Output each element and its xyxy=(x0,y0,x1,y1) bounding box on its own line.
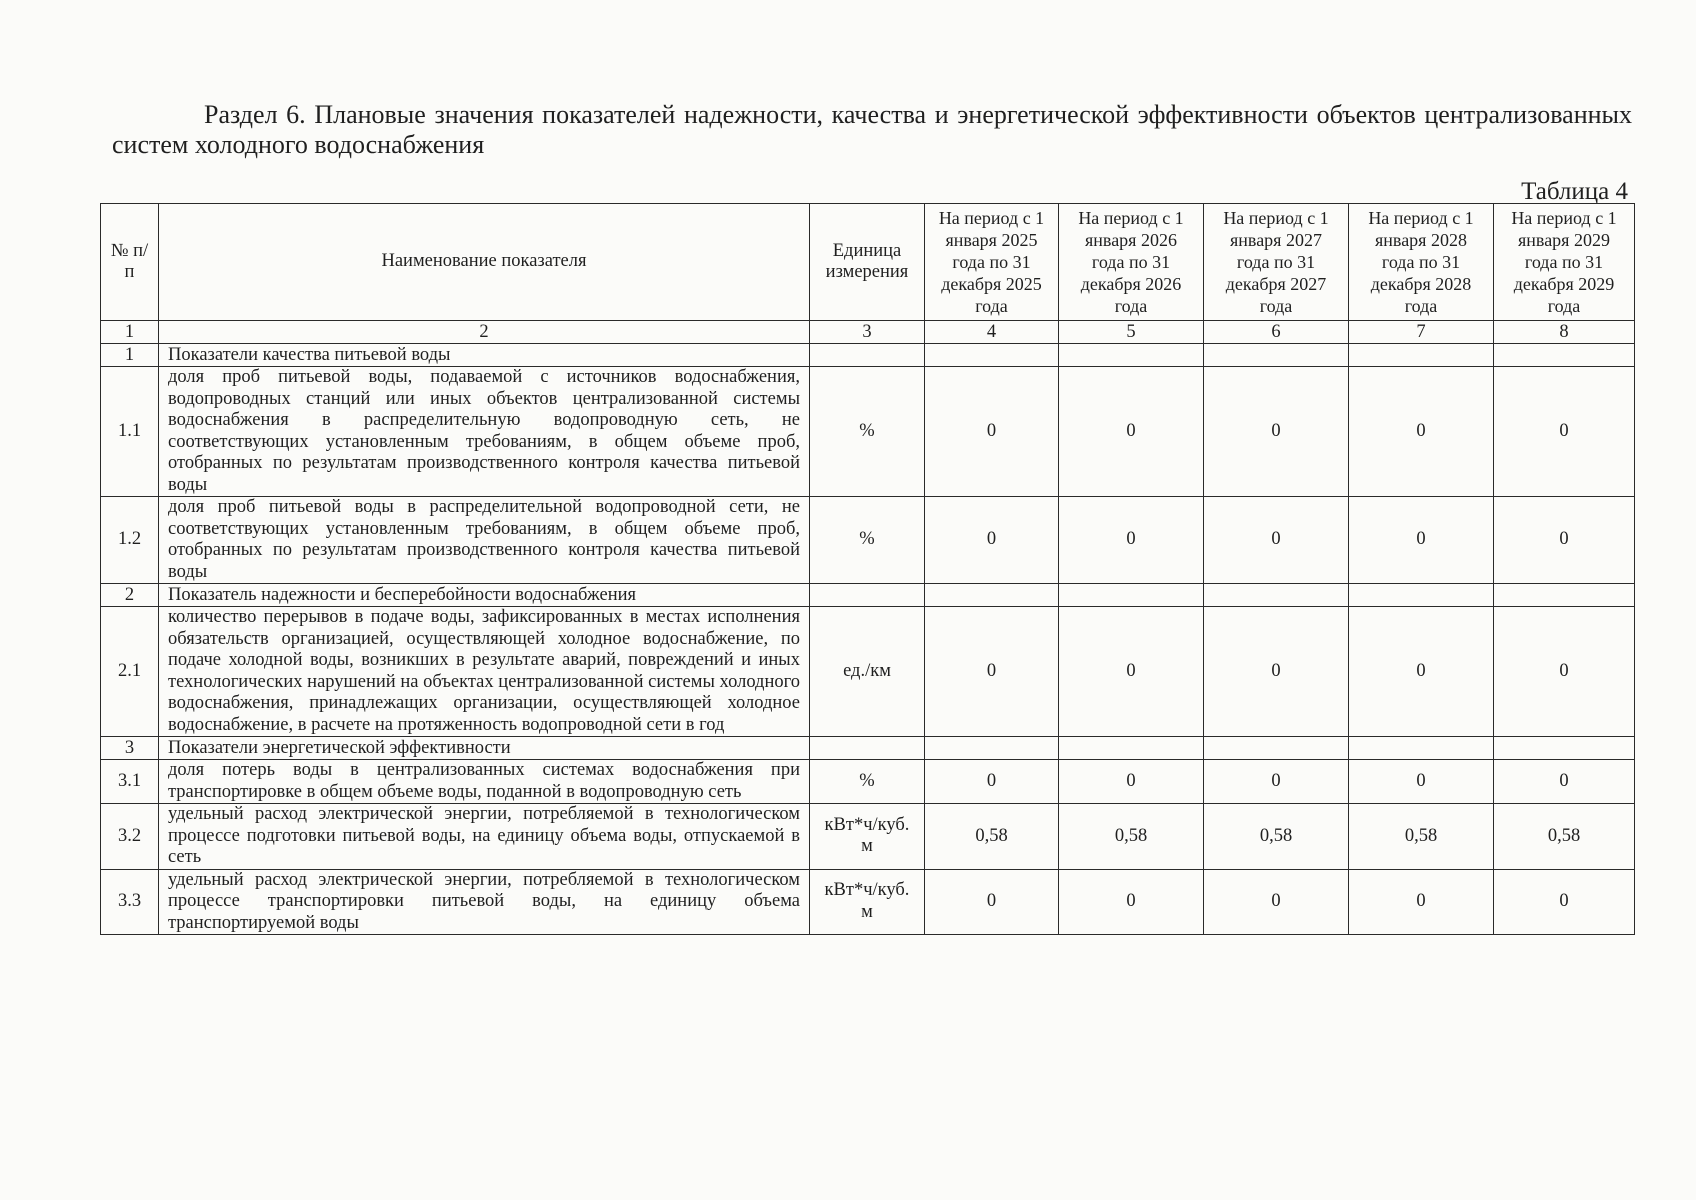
row-unit: кВт*ч/куб. м xyxy=(810,869,925,935)
column-number: 1 xyxy=(101,321,159,344)
column-number: 8 xyxy=(1494,321,1635,344)
row-unit xyxy=(810,344,925,367)
column-number: 7 xyxy=(1349,321,1494,344)
row-value: 0 xyxy=(925,607,1059,737)
header-period-2026: На период с 1 января 2026 года по 31 декабря 2026 года xyxy=(1059,204,1204,321)
row-value: 0 xyxy=(925,760,1059,804)
row-value xyxy=(1349,344,1494,367)
table-row-section xyxy=(101,737,1635,760)
row-value xyxy=(1204,344,1349,367)
row-value: 0 xyxy=(1059,607,1204,737)
table-header-row xyxy=(101,204,1635,321)
row-value: 0 xyxy=(1349,367,1494,497)
row-value xyxy=(1494,344,1635,367)
table-row xyxy=(101,607,1635,737)
table-row-section xyxy=(101,344,1635,367)
row-unit: % xyxy=(810,497,925,584)
row-num: 2 xyxy=(101,584,159,607)
indicators-table xyxy=(100,203,1635,935)
row-value: 0 xyxy=(1204,367,1349,497)
row-value: 0 xyxy=(1494,367,1635,497)
row-value: 0,58 xyxy=(1204,804,1349,870)
header-period-2025: На период с 1 января 2025 года по 31 декабря 2025 года xyxy=(925,204,1059,321)
row-name: доля потерь воды в централизованных системах водоснабжения при транспортировке в общем объеме воды, поданной в водопроводную сеть xyxy=(159,760,810,804)
header-unit: Единица измерения xyxy=(810,204,925,321)
column-number: 2 xyxy=(159,321,810,344)
row-name: доля проб питьевой воды, подаваемой с источников водоснабжения, водопроводных станций или иных объектов централизованной системы водоснабжения в распределительную водопроводную сеть, не соответствующих установленным требованиям, в общем объеме проб, отобранных по результатам производственного контроля качества питьевой воды xyxy=(159,367,810,497)
row-value: 0 xyxy=(1494,869,1635,935)
row-num: 1 xyxy=(101,344,159,367)
row-unit xyxy=(810,584,925,607)
header-period-2028: На период с 1 января 2028 года по 31 декабря 2028 года xyxy=(1349,204,1494,321)
row-value xyxy=(1204,584,1349,607)
row-value: 0 xyxy=(1494,760,1635,804)
column-number-row xyxy=(101,321,1635,344)
row-name: Показатели энергетической эффективности xyxy=(159,737,810,760)
row-value: 0 xyxy=(1059,367,1204,497)
header-period-2027: На период с 1 января 2027 года по 31 декабря 2027 года xyxy=(1204,204,1349,321)
row-value xyxy=(1349,584,1494,607)
row-value: 0 xyxy=(925,367,1059,497)
table-row xyxy=(101,869,1635,935)
row-value: 0 xyxy=(1059,760,1204,804)
row-num: 1.1 xyxy=(101,367,159,497)
row-value: 0,58 xyxy=(925,804,1059,870)
row-value xyxy=(1059,344,1204,367)
row-value xyxy=(925,344,1059,367)
row-name: Показатель надежности и бесперебойности водоснабжения xyxy=(159,584,810,607)
row-value: 0 xyxy=(1204,760,1349,804)
table-row xyxy=(101,804,1635,870)
row-num: 3.2 xyxy=(101,804,159,870)
row-value: 0 xyxy=(1349,869,1494,935)
row-value xyxy=(1204,737,1349,760)
row-unit: % xyxy=(810,760,925,804)
row-name: Показатели качества питьевой воды xyxy=(159,344,810,367)
row-value: 0 xyxy=(1059,869,1204,935)
header-period-2029: На период с 1 января 2029 года по 31 декабря 2029 года xyxy=(1494,204,1635,321)
row-value xyxy=(1059,737,1204,760)
row-value: 0 xyxy=(1204,497,1349,584)
row-value: 0 xyxy=(1349,607,1494,737)
row-num: 1.2 xyxy=(101,497,159,584)
table-row xyxy=(101,367,1635,497)
table-label: Таблица 4 xyxy=(1521,178,1628,205)
row-value xyxy=(1349,737,1494,760)
row-value: 0 xyxy=(1204,869,1349,935)
row-unit: ед./км xyxy=(810,607,925,737)
row-value xyxy=(925,584,1059,607)
table-row xyxy=(101,497,1635,584)
row-value: 0,58 xyxy=(1059,804,1204,870)
section-title xyxy=(112,100,1632,160)
row-unit: кВт*ч/куб. м xyxy=(810,804,925,870)
row-unit: % xyxy=(810,367,925,497)
table-row xyxy=(101,760,1635,804)
row-value: 0,58 xyxy=(1349,804,1494,870)
row-value: 0 xyxy=(925,869,1059,935)
row-value: 0 xyxy=(1349,497,1494,584)
row-value: 0,58 xyxy=(1494,804,1635,870)
column-number: 3 xyxy=(810,321,925,344)
header-name: Наименование показателя xyxy=(159,204,810,321)
row-num: 3.1 xyxy=(101,760,159,804)
section-title-text: Раздел 6. Плановые значения показателей надежности, качества и энергетической эффективности объектов централизованных систем холодного водоснабжения xyxy=(112,100,1632,159)
row-name: доля проб питьевой воды в распределительной водопроводной сети, не соответствующих установленным требованиям, в общем объеме проб, отобранных по результатам производственного контроля качества питьевой воды xyxy=(159,497,810,584)
row-num: 2.1 xyxy=(101,607,159,737)
row-name: удельный расход электрической энергии, потребляемой в технологическом процессе подготовки питьевой воды, на единицу объема воды, отпускаемой в сеть xyxy=(159,804,810,870)
row-value: 0 xyxy=(1494,497,1635,584)
row-value xyxy=(1059,584,1204,607)
column-number: 5 xyxy=(1059,321,1204,344)
row-name: количество перерывов в подаче воды, зафиксированных в местах исполнения обязательств организацией, осуществляющей холодное водоснабжение, по подаче холодной воды, возникших в результате аварий, повреждений и иных технологических нарушений на объектах централизованной системы холодного водоснабжения, принадлежащих организации, осуществляющей холодное водоснабжение, в расчете на протяженность водопроводной сети в год xyxy=(159,607,810,737)
row-value: 0 xyxy=(925,497,1059,584)
row-value xyxy=(1494,737,1635,760)
row-num: 3 xyxy=(101,737,159,760)
column-number: 4 xyxy=(925,321,1059,344)
column-number: 6 xyxy=(1204,321,1349,344)
row-value xyxy=(1494,584,1635,607)
row-unit xyxy=(810,737,925,760)
table-row-section xyxy=(101,584,1635,607)
row-value: 0 xyxy=(1494,607,1635,737)
header-num: № п/п xyxy=(101,204,159,321)
row-value xyxy=(925,737,1059,760)
row-value: 0 xyxy=(1204,607,1349,737)
row-value: 0 xyxy=(1349,760,1494,804)
row-value: 0 xyxy=(1059,497,1204,584)
row-num: 3.3 xyxy=(101,869,159,935)
row-name: удельный расход электрической энергии, потребляемой в технологическом процессе транспортировки питьевой воды, на единицу объема транспортируемой воды xyxy=(159,869,810,935)
